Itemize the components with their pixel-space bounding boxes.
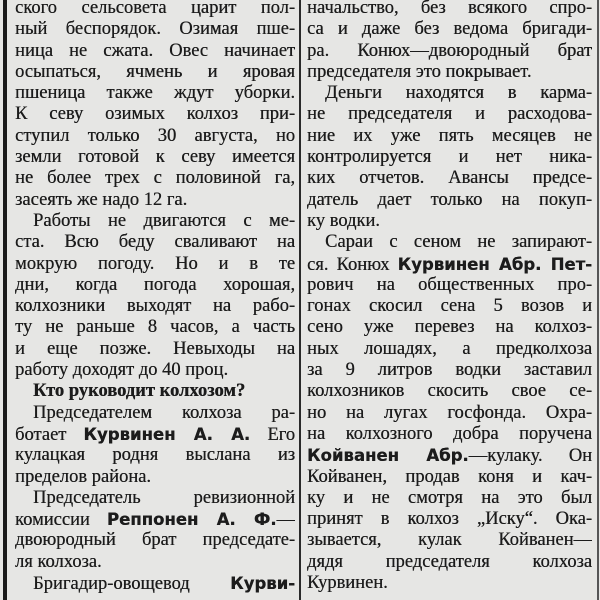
text-line [15,488,295,509]
text-line [15,467,295,488]
text-line [15,147,295,168]
text-line [15,530,295,551]
text-line [307,104,592,125]
text-segment: дядя председателя колхоза [307,551,592,572]
text-segment: и еще позже. Невыходы на [15,338,295,359]
text-segment: колхозники выходят на рабо- [15,296,295,317]
text-segment: ся. Конюх [307,254,398,275]
text-segment: Работы не двигаются с ме- [33,210,295,231]
text-segment: Кто руководит колхозом? [33,381,246,402]
person-name: Курвинен Абр. Пет- [397,254,592,274]
text-segment: Койванен, продав коня и кач- [307,466,592,487]
person-name: Курви- [230,574,295,594]
text-segment: Сараи с сеном не запирают- [325,232,592,253]
text-line [15,83,295,104]
text-line [15,254,295,275]
text-line [307,552,592,573]
text-line [307,317,592,338]
person-name: Курвинен А. А. [83,424,251,444]
text-segment: двоюродный брат председате- [15,530,295,551]
text-line [307,41,592,62]
text-line [307,126,592,147]
text-line [307,530,592,551]
text-line [15,296,295,317]
text-line [15,424,295,445]
text-line [307,360,592,381]
column-rule-right [597,0,599,600]
text-segment: земли готовой к севу имеется [15,147,295,168]
text-line [307,381,592,402]
text-segment: —кулаку. Он [468,446,592,467]
text-line [15,552,295,573]
text-segment: осыпаться, ячмень и яровая [15,61,295,82]
text-segment: ние их уже пять месяцев не [307,125,592,146]
text-line [307,445,592,466]
text-segment: рович на общественных про- [307,274,592,295]
text-segment: контролируется и нет ника- [307,147,592,168]
text-segment: ный беспорядок. Озимая пше- [15,19,295,40]
text-segment: Бригадир-овощевод [33,574,231,595]
text-line [307,573,592,594]
text-line [307,296,592,317]
text-segment: Его [250,424,295,445]
text-segment: датель дает только на покуп- [307,189,592,210]
text-segment: принят в колхоз „Иску“. Ока- [307,509,592,530]
column-divider [299,0,301,600]
text-segment: зывается, кулак Койванен— [307,530,592,551]
text-line [15,573,295,594]
text-line [307,62,592,83]
text-line [307,488,592,509]
text-segment: но на лугах госфонда. Охра- [307,402,592,423]
text-segment: пределов района. [15,466,151,487]
text-segment: К севу озимых колхоз при- [15,104,295,125]
text-line [307,275,592,296]
text-line [307,168,592,189]
text-segment: мокрую погоду. Но и в те [15,253,295,274]
text-segment: Председателем колхоза ра- [33,402,295,423]
text-line [307,403,592,424]
text-line [307,339,592,360]
text-line [307,83,592,104]
text-segment: Курвинен. [307,573,388,594]
text-segment: гонах скосил сена 5 возов и [307,296,592,317]
text-segment: ница не сжата. Овес начинает [15,40,295,61]
text-segment: за 9 литров водки заставил [307,360,592,381]
text-line [15,41,295,62]
text-segment: не председателя и расходова- [307,104,592,125]
text-segment: дни, когда погода хорошая, [15,274,295,295]
text-line [15,19,295,40]
left-text-column [15,0,295,594]
text-segment: пшеница также ждут уборки. [15,83,295,104]
text-segment: не более трех с половиной га, [15,168,295,189]
text-line [15,339,295,360]
text-segment: начальство, без всякого спро- [307,0,592,18]
text-line [307,190,592,211]
text-line [15,190,295,211]
text-line [15,62,295,83]
text-segment: ского сельсовета царит пол- [15,0,295,18]
text-line [307,19,592,40]
text-line [15,168,295,189]
text-segment: ту не раньше 8 часов, а часть [15,317,295,338]
column-rule-left [3,0,7,600]
text-segment: ку водки. [307,210,380,231]
text-segment: ких отчетов. Авансы предсе- [307,168,592,189]
text-segment: председателя это покрывает. [307,61,532,82]
text-segment: сено уже перевез на колхоз- [307,317,592,338]
section-heading [15,381,295,402]
text-segment: ку и не смотря на это был [307,487,592,508]
text-line [307,147,592,168]
text-segment: ступил только 30 августа, но [15,125,295,146]
person-name: Реппонен А. Ф. [106,510,277,530]
text-segment: ных лошадях, а предколхоза [307,338,592,359]
text-line [15,126,295,147]
text-line [15,232,295,253]
person-name: Койванен Абр. [307,446,469,466]
text-line [15,0,295,19]
text-line [307,509,592,530]
text-segment: Деньги находятся в карма- [325,83,592,104]
text-segment: — [276,510,295,531]
text-segment: ста. Всю беду сваливают на [15,232,295,253]
text-line [307,424,592,445]
text-line [307,0,592,19]
text-line [15,360,295,381]
text-segment: ра. Конюх—двоюродный брат [307,40,592,61]
text-line [15,275,295,296]
text-line [15,104,295,125]
text-line [15,211,295,232]
text-segment: ля колхоза. [15,551,102,572]
text-segment: работу доходят до 40 проц. [15,360,229,381]
text-segment: кулацкая родня выслана из [15,445,295,466]
text-line [307,211,592,232]
text-line [307,232,592,253]
text-segment: Председатель ревизионной [33,487,295,508]
text-segment: на колхозного добра поручена [307,423,592,444]
text-line [15,445,295,466]
text-line [307,254,592,275]
text-segment: комиссии [15,510,107,531]
text-segment: засеять же надо 12 га. [15,189,188,210]
text-line [15,403,295,424]
text-segment: колхозников скосить свое се- [307,381,592,402]
text-line [15,509,295,530]
right-text-column [307,0,592,594]
text-segment: ботает [15,424,84,445]
text-line [307,467,592,488]
text-segment: са и даже без ведома бригади- [307,19,592,40]
text-line [15,317,295,338]
